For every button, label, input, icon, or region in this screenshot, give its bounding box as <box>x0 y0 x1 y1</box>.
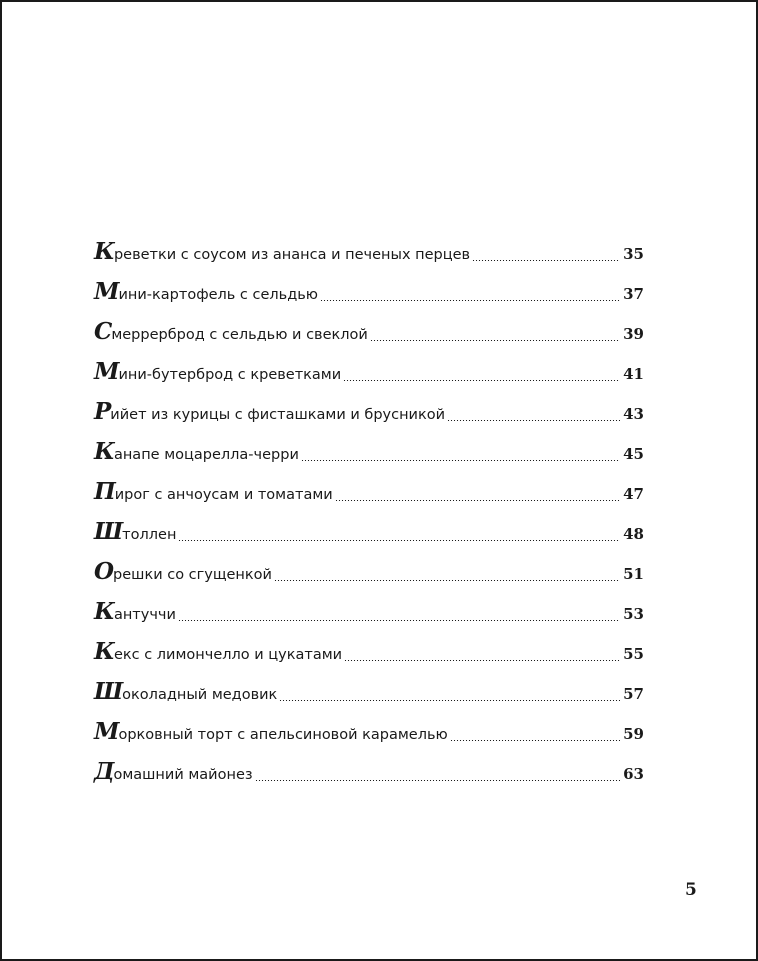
page-number: 5 <box>685 880 697 900</box>
toc-entry-title: ийет из курицы с фисташками и брусникой <box>110 407 446 423</box>
toc-entry-page: 57 <box>623 685 644 703</box>
toc-entry-page: 35 <box>623 245 644 263</box>
toc-entry <box>94 392 644 432</box>
toc-entry <box>94 272 644 312</box>
toc-entry-initial: К <box>94 238 114 265</box>
toc-entry-title: омашний майонез <box>113 767 253 783</box>
toc-entry-page: 53 <box>623 605 644 623</box>
toc-entry-title: околадный медовик <box>122 687 278 703</box>
toc-entry-page: 43 <box>623 405 644 423</box>
toc-entry-initial: Р <box>94 398 111 425</box>
dot-leader <box>178 540 620 541</box>
toc-entry <box>94 352 644 392</box>
toc-entry-initial: П <box>94 478 115 505</box>
toc-entry-title: анапе моцарелла-черри <box>113 447 299 463</box>
toc-entry <box>94 672 644 712</box>
toc-entry-page: 39 <box>623 325 644 343</box>
dot-leader <box>178 620 620 621</box>
toc-entry-initial: О <box>94 558 114 585</box>
toc-entry-initial: С <box>94 318 112 345</box>
toc-entry-initial: М <box>94 358 119 385</box>
dot-leader <box>447 420 620 421</box>
dot-leader <box>335 500 620 501</box>
toc-entry <box>94 752 644 792</box>
toc-entry <box>94 712 644 752</box>
dot-leader <box>343 380 620 381</box>
toc-entry-title: реветки с соусом из ананса и печеных перцев <box>113 247 471 263</box>
toc-entry-page: 45 <box>623 445 644 463</box>
toc-entry <box>94 592 644 632</box>
dot-leader <box>279 700 620 701</box>
toc-entry-initial: К <box>94 638 114 665</box>
toc-entry <box>94 552 644 592</box>
toc-entry-initial: К <box>94 598 114 625</box>
toc-entry <box>94 512 644 552</box>
toc-entry <box>94 432 644 472</box>
dot-leader <box>301 460 620 461</box>
toc-entry-title: толлен <box>122 527 177 543</box>
toc-entry-title: решки со сгущенкой <box>113 567 272 583</box>
toc-entry-page: 51 <box>623 565 644 583</box>
toc-entry-title: ирог с анчоусам и томатами <box>114 487 333 503</box>
toc-entry-page: 48 <box>623 525 644 543</box>
dot-leader <box>344 660 620 661</box>
toc-entry <box>94 472 644 512</box>
toc-entry <box>94 312 644 352</box>
toc-entry-initial: Д <box>94 758 114 785</box>
toc-entry-title: екс с лимончелло и цукатами <box>113 647 343 663</box>
toc-entry-initial: Ш <box>94 518 123 545</box>
toc-entry-title: антуччи <box>113 607 176 623</box>
toc-entry-initial: М <box>94 718 119 745</box>
toc-entry-title: ини-картофель с сельдью <box>118 287 318 303</box>
toc-entry-page: 47 <box>623 485 644 503</box>
toc-entry <box>94 232 644 272</box>
toc-entry-initial: К <box>94 438 114 465</box>
toc-entry-page: 63 <box>623 765 644 783</box>
dot-leader <box>472 260 620 261</box>
toc-entry-initial: Ш <box>94 678 123 705</box>
dot-leader <box>320 300 620 301</box>
toc-entry-page: 37 <box>623 285 644 303</box>
toc-entry-title: ини-бутерброд с креветками <box>118 367 342 383</box>
toc-entry-initial: М <box>94 278 119 305</box>
dot-leader <box>370 340 620 341</box>
toc-entry-title: орковный торт с апельсиновой карамелью <box>118 727 448 743</box>
toc-entry-page: 59 <box>623 725 644 743</box>
toc-entry-page: 55 <box>623 645 644 663</box>
toc-entry-page: 41 <box>623 365 644 383</box>
toc-entry <box>94 632 644 672</box>
dot-leader <box>450 740 620 741</box>
dot-leader <box>274 580 620 581</box>
table-of-contents <box>94 232 644 792</box>
dot-leader <box>255 780 621 781</box>
toc-entry-title: меррерброд с сельдью и свеклой <box>111 327 368 343</box>
